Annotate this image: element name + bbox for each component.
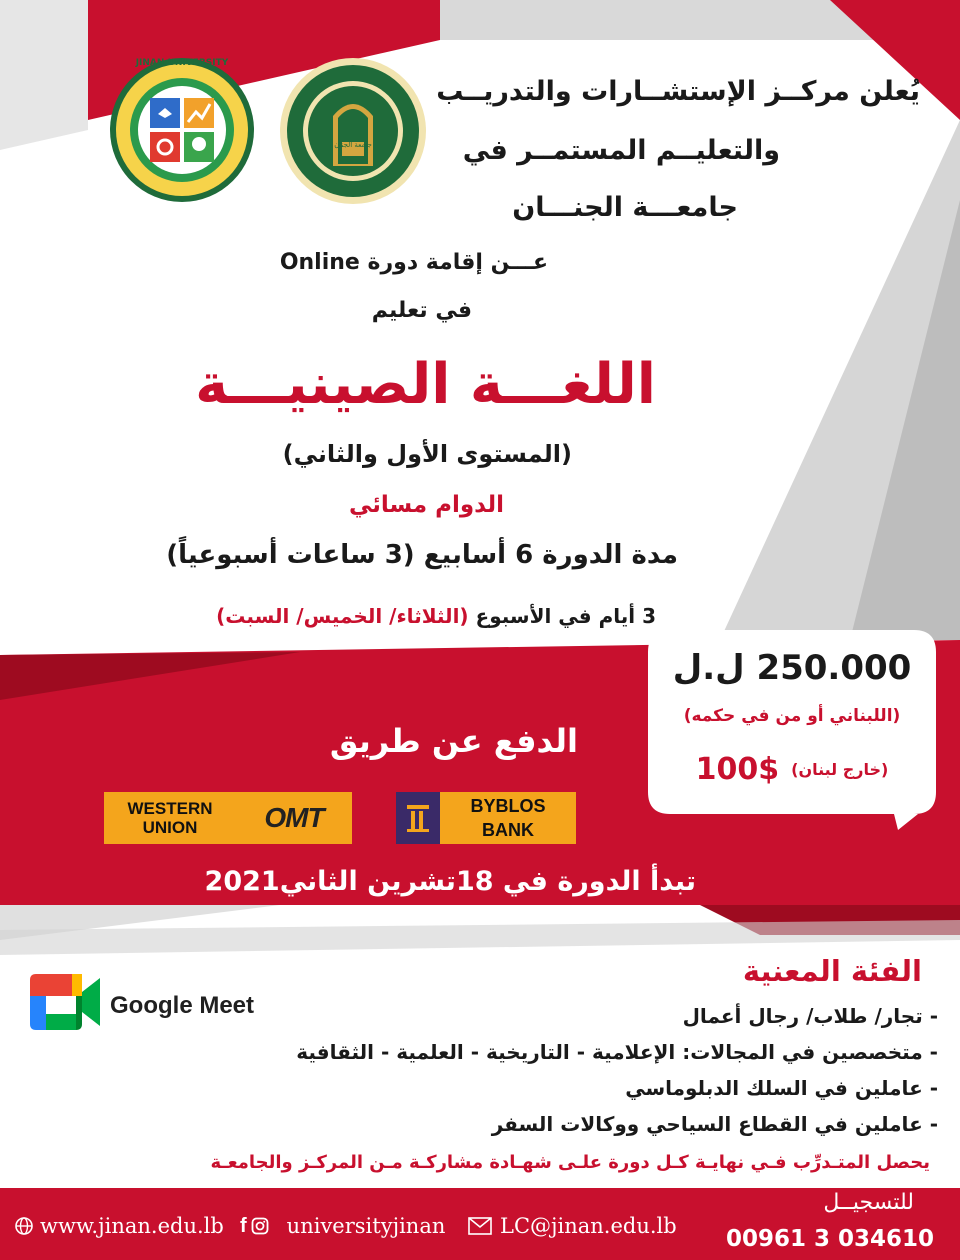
days-prefix: 3 أيام في الأسبوع xyxy=(475,604,656,628)
omt-text: OMT xyxy=(264,802,324,833)
header-line-1: يُعلن مركــز الإستشــارات والتدريــب xyxy=(436,76,920,107)
header-line-5: في تعليم xyxy=(371,298,472,323)
globe-icon xyxy=(14,1216,34,1236)
website-text: www.jinan.edu.lb xyxy=(40,1214,224,1238)
google-meet-label: Google Meet xyxy=(110,992,255,1019)
facebook-icon: f xyxy=(240,1214,247,1237)
payment-heading: الدفع عن طريق xyxy=(329,722,578,760)
audience-item-2: - متخصصين في المجالات: الإعلامية - التاريخية - العلمية - الثقافية xyxy=(296,1040,938,1064)
ctc-ring-text: JINAN UNIVERSITY xyxy=(135,58,229,68)
ctc-logo xyxy=(108,56,256,204)
byblos-icon xyxy=(396,792,440,844)
email-text: LC@jinan.edu.lb xyxy=(500,1214,677,1238)
google-meet-icon xyxy=(26,970,102,1034)
price-foreign xyxy=(648,752,936,787)
envelope-icon xyxy=(468,1217,492,1235)
jinan-university-logo xyxy=(278,56,428,206)
course-levels: (المستوى الأول والثاني) xyxy=(282,440,572,468)
byblos-line-1: BYBLOS xyxy=(470,796,546,816)
jinan-emblem-text: جامعة الجنان xyxy=(334,141,372,149)
course-title: اللغـــة الصينيـــة xyxy=(195,352,656,417)
course-duration: مدة الدورة 6 أسابيع (3 ساعات أسبوعياً) xyxy=(166,540,678,570)
start-date: تبدأ الدورة في 18تشرين الثاني2021 xyxy=(204,866,696,897)
register-label: للتسجيــل xyxy=(823,1190,914,1215)
byblos-text xyxy=(440,794,576,842)
course-days xyxy=(216,604,656,628)
western-union-text xyxy=(104,799,236,837)
header-line-4: عـــن إقامة دورة Online xyxy=(279,250,548,275)
header-line-2: والتعليــم المستمــر في xyxy=(462,135,780,166)
footer-email[interactable] xyxy=(468,1206,677,1246)
header-line-3: جامعـــة الجنـــان xyxy=(512,192,738,223)
audience-heading: الفئة المعنية xyxy=(742,954,922,988)
days-list: (الثلاثاء/ الخميس/ السبت) xyxy=(216,604,469,628)
upper-left-gray xyxy=(0,0,88,150)
wu-line-1: WESTERN xyxy=(127,799,213,818)
footer-website[interactable] xyxy=(14,1206,224,1246)
wu-line-2: UNION xyxy=(142,818,198,837)
instagram-icon xyxy=(251,1217,269,1235)
western-union-omt-logo xyxy=(104,792,352,844)
footer-social[interactable] xyxy=(240,1206,445,1246)
byblos-line-2: BANK xyxy=(482,820,534,840)
audience-item-4: - عاملين في القطاع السياحي ووكالات السفر xyxy=(491,1112,938,1136)
social-handle-text: universityjinan xyxy=(286,1214,446,1238)
register-phone[interactable]: 00961 3 034610 xyxy=(725,1226,934,1252)
byblos-pillar-icon xyxy=(405,803,431,833)
certificate-note: يحصل المتـدرِّب فـي نهايـة كـل دورة علـى شهـادة مشاركـة مـن المركـز والجامعـة xyxy=(210,1152,930,1173)
schedule-type: الدوام مسائي xyxy=(348,492,504,518)
price-foreign-amount: 100$ xyxy=(695,752,780,787)
audience-item-1: - تجار/ طلاب/ رجال أعمال xyxy=(682,1004,938,1028)
audience-item-3: - عاملين في السلك الدبلوماسي xyxy=(625,1076,938,1100)
byblos-bank-logo xyxy=(396,792,576,844)
price-local-amount: 250.000 ل.ل xyxy=(672,648,912,688)
price-local-note: (اللبناني أو من في حكمه) xyxy=(683,706,901,726)
price-foreign-note: (خارج لبنان) xyxy=(791,760,889,779)
